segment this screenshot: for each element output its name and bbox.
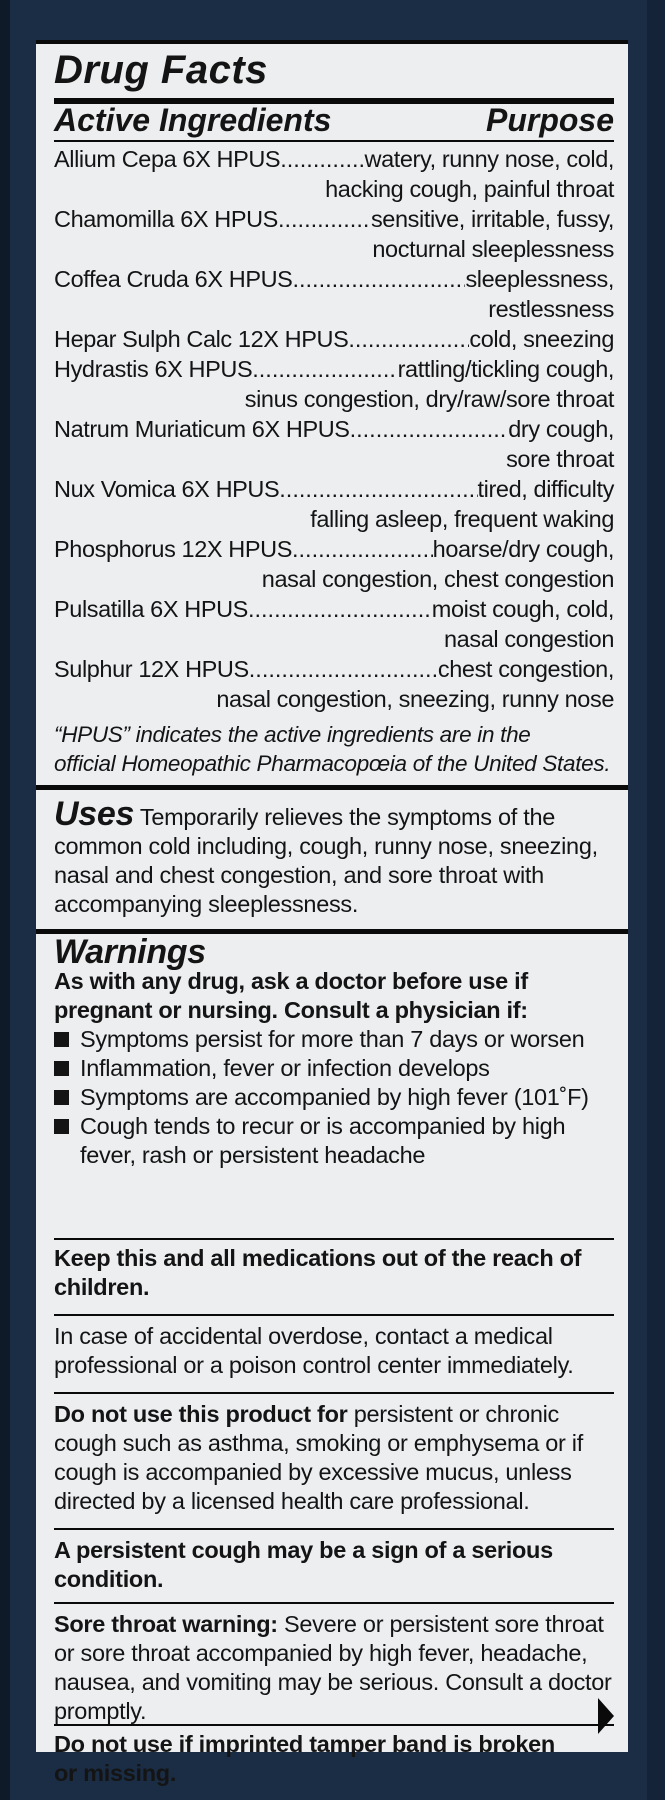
warning-bullet (54, 1083, 614, 1112)
keep-out-of-reach: Keep this and all medications out of the reach of children. (54, 1245, 582, 1300)
warnings-block (54, 933, 614, 1170)
warning-bullet (54, 1025, 614, 1054)
uses-section (36, 790, 628, 934)
square-bullet-icon (54, 1061, 69, 1076)
warnings-intro: As with any drug, ask a doctor before use if pregnant or nursing. Consult a physician if: (54, 968, 528, 1023)
divider (54, 1724, 614, 1726)
divider (54, 1238, 614, 1240)
ingredient-purpose-cont: nasal congestion, sneezing, runny nose (216, 686, 614, 712)
warning-bullet (54, 1054, 614, 1083)
ingredient-purpose: tired, difficulty (477, 476, 614, 502)
warning-bullet-text: Inflammation, fever or infection develops (80, 1055, 490, 1081)
ingredient-purpose: cold, sneezing (469, 326, 614, 352)
drug-facts-panel (36, 40, 628, 1786)
ingredient-name: Nux Vomica 6X HPUS (54, 476, 280, 502)
tamper-warning: Do not use if imprinted tamper band is broken or missing. (54, 1731, 555, 1786)
ingredient-item (54, 324, 614, 354)
ingredient-item (54, 474, 614, 534)
warning-bullet-text: Cough tends to recur or is accompanied by high fever, rash or persistent headache (80, 1113, 566, 1168)
ingredient-name: Phosphorus 12X HPUS (54, 536, 292, 562)
do-not-use-label: Do not use this product for (54, 1401, 348, 1427)
ingredient-purpose: dry cough, (508, 416, 614, 442)
ingredient-purpose-cont: restlessness (488, 296, 614, 322)
ingredient-name: Allium Cepa 6X HPUS (54, 146, 281, 172)
uses-label: Uses (54, 795, 135, 833)
ingredient-item (54, 414, 614, 474)
warning-bullet (54, 1112, 614, 1170)
ingredient-name: Pulsatilla 6X HPUS (54, 596, 248, 622)
ingredient-name: Sulphur 12X HPUS (54, 656, 249, 682)
ingredient-name: Coffea Cruda 6X HPUS (54, 266, 293, 292)
ingredient-purpose-cont: sinus congestion, dry/raw/sore throat (244, 386, 614, 412)
active-ingredients-heading: Active Ingredients (54, 102, 332, 138)
do-not-use-text: persistent or chronic cough such as asthma, smoking or emphysema or if cough is accompanied by excessive mucus, unless directed by a licensed health care professional. (54, 1401, 583, 1514)
ingredient-item (54, 264, 614, 324)
ingredient-purpose-cont: hacking cough, painful throat (325, 176, 614, 202)
purpose-heading: Purpose (485, 102, 614, 138)
right-arrow-icon (598, 1698, 614, 1734)
ingredient-item (54, 204, 614, 264)
header-rule (54, 140, 614, 142)
hpus-note (54, 720, 614, 778)
ingredient-purpose: sleeplessness, (465, 266, 614, 292)
divider (54, 1392, 614, 1394)
sore-throat-label: Sore throat warning: (54, 1611, 278, 1637)
warning-bullet-text: Symptoms are accompanied by high fever (101˚F) (80, 1084, 589, 1110)
active-ingredients-section (36, 44, 628, 790)
ingredient-purpose: rattling/tickling cough, (397, 356, 614, 382)
ingredient-item (54, 654, 614, 714)
persistent-cough-warning: A persistent cough may be a sign of a serious condition. (54, 1537, 553, 1592)
drug-facts-title: Drug Facts (54, 48, 268, 92)
do-not-use-block (54, 1400, 614, 1516)
ingredient-purpose: chest congestion, (437, 656, 614, 682)
square-bullet-icon (54, 1119, 69, 1134)
square-bullet-icon (54, 1090, 69, 1105)
ingredient-purpose: hoarse/dry cough, (432, 536, 614, 562)
divider (54, 1314, 614, 1316)
divider (54, 1528, 614, 1530)
ingredient-name: Hydrastis 6X HPUS (54, 356, 253, 382)
ingredient-item (54, 594, 614, 654)
hpus-note-line: “HPUS” indicates the active ingredients are in the (54, 722, 531, 747)
ingredient-list (54, 144, 614, 714)
ingredient-purpose-cont: sore throat (506, 446, 614, 472)
warnings-title: Warnings (54, 933, 206, 971)
ingredient-purpose: watery, runny nose, cold, (364, 146, 614, 172)
ingredient-name: Hepar Sulph Calc 12X HPUS (54, 326, 349, 352)
uses-text (54, 795, 614, 919)
warnings-section (36, 933, 628, 1786)
ingredient-item (54, 144, 614, 204)
uses-body: Temporarily relieves the symptoms of the common cold including, cough, runny nose, sneezing, nasal and chest congestion, and sore throat with accompanying sleeplessness. (54, 804, 598, 917)
ingredient-purpose-cont: nocturnal sleeplessness (372, 236, 614, 262)
ingredient-purpose-cont: falling asleep, frequent waking (310, 506, 614, 532)
ingredient-purpose-cont: nasal congestion (444, 626, 614, 652)
ingredient-name: Natrum Muriaticum 6X HPUS (54, 416, 350, 442)
ingredient-item (54, 534, 614, 594)
ingredient-item (54, 354, 614, 414)
square-bullet-icon (54, 1032, 69, 1047)
overdose-text: In case of accidental overdose, contact a medical professional or a poison control center immediately. (54, 1323, 574, 1378)
sore-throat-text: Severe or persistent sore throat or sore throat accompanied by high fever, headache, nausea, and vomiting may be serious. Consult a doctor promptly. (54, 1611, 612, 1724)
ingredient-purpose: moist cough, cold, (431, 596, 614, 622)
ingredient-purpose-cont: nasal congestion, chest congestion (261, 566, 614, 592)
hpus-note-line: official Homeopathic Pharmacopœia of the United States. (54, 751, 611, 776)
ingredient-purpose: sensitive, irritable, fussy, (370, 206, 614, 232)
divider (54, 1602, 614, 1604)
warning-bullet-text: Symptoms persist for more than 7 days or worsen (80, 1026, 585, 1052)
sore-throat-block (54, 1610, 614, 1726)
ingredient-name: Chamomilla 6X HPUS (54, 206, 278, 232)
